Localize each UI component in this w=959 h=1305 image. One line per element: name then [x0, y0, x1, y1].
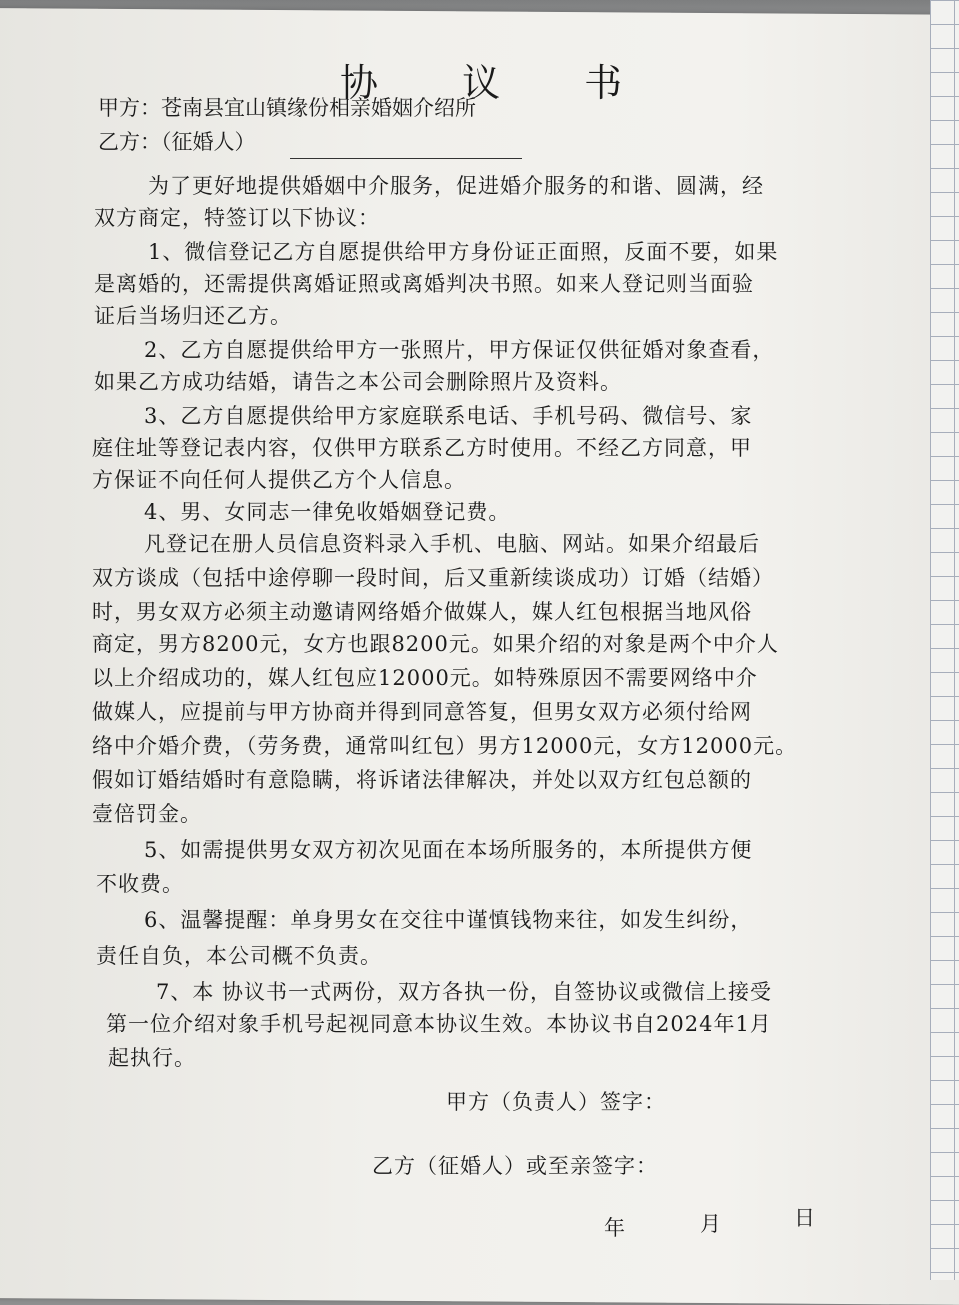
intro-line: 双方商定，特签订以下协议： — [94, 206, 380, 230]
clause-line: 7、本 协议书一式两份，双方各执一份，自签协议或微信上接受 — [156, 980, 773, 1004]
intro-line: 为了更好地提供婚姻中介服务，促进婚介服务的和谐、圆满，经 — [148, 174, 764, 198]
party-a-line: 甲方：苍南县宜山镇缘份相亲婚姻介绍所 — [98, 96, 476, 120]
clause-line: 责任自负，本公司概不负责。 — [96, 944, 382, 968]
clause-line: 是离婚的，还需提供离婚证照或离婚判决书照。如来人登记则当面验 — [94, 272, 754, 296]
date-year-label: 年 — [604, 1216, 626, 1240]
clause-line: 6、温馨提醒：单身男女在交往中谨慎钱物来往，如发生纠纷， — [144, 908, 753, 932]
clause-line: 壹倍罚金。 — [92, 802, 202, 826]
clause-line: 以上介绍成功的，媒人红包应12000元。如特殊原因不需要网络中介 — [92, 666, 758, 690]
clause-line: 1、微信登记乙方自愿提供给甲方身份证正面照，反面不要，如果 — [148, 240, 779, 264]
clause-line: 双方谈成（包括中途停聊一段时间，后又重新续谈成功）订婚（结婚） — [92, 566, 774, 590]
clause-line: 方保证不向任何人提供乙方个人信息。 — [92, 468, 466, 492]
party-a-signature-label: 甲方（负责人）签字： — [446, 1090, 666, 1114]
clause-line: 商定，男方8200元，女方也跟8200元。如果介绍的对象是两个中介人 — [92, 632, 779, 656]
party-b-signature-label: 乙方（征婚人）或至亲签字： — [372, 1154, 658, 1178]
grid-paper-edge — [930, 0, 959, 1280]
clause-line: 如果乙方成功结婚，请告之本公司会删除照片及资料。 — [94, 370, 622, 394]
clause-line: 假如订婚结婚时有意隐瞒，将诉诸法律解决，并处以双方红包总额的 — [92, 768, 752, 792]
clause-line: 不收费。 — [96, 872, 184, 896]
date-day-label: 日 — [794, 1206, 816, 1230]
clause-line: 络中介婚介费，（劳务费，通常叫红包）男方12000元，女方12000元。 — [92, 734, 798, 758]
party-b-line: 乙方：（征婚人） — [98, 130, 256, 154]
clause-line: 证后当场归还乙方。 — [94, 304, 292, 328]
clause-line: 做媒人，应提前与甲方协商并得到同意答复，但男女双方必须付给网 — [92, 700, 752, 724]
party-b-blank — [290, 158, 522, 159]
clause-line: 凡登记在册人员信息资料录入手机、电脑、网站。如果介绍最后 — [144, 532, 760, 556]
clause-line: 时，男女双方必须主动邀请网络婚介做媒人，媒人红包根据当地风俗 — [92, 600, 752, 624]
clause-line: 3、乙方自愿提供给甲方家庭联系电话、手机号码、微信号、家 — [144, 404, 753, 428]
clause-line: 5、如需提供男女双方初次见面在本场所服务的，本所提供方便 — [144, 838, 753, 862]
clause-line: 4、男、女同志一律免收婚姻登记费。 — [144, 500, 511, 524]
date-month-label: 月 — [700, 1212, 722, 1236]
clause-line: 2、乙方自愿提供给甲方一张照片，甲方保证仅供征婚对象查看， — [144, 338, 775, 362]
document-title: 协 议 书 — [340, 61, 659, 105]
clause-line: 起执行。 — [108, 1046, 196, 1070]
clause-line: 第一位介绍对象手机号起视同意本协议生效。本协议书自2024年1月 — [106, 1012, 772, 1036]
clause-line: 庭住址等登记表内容，仅供甲方联系乙方时使用。不经乙方同意，甲 — [92, 436, 752, 460]
